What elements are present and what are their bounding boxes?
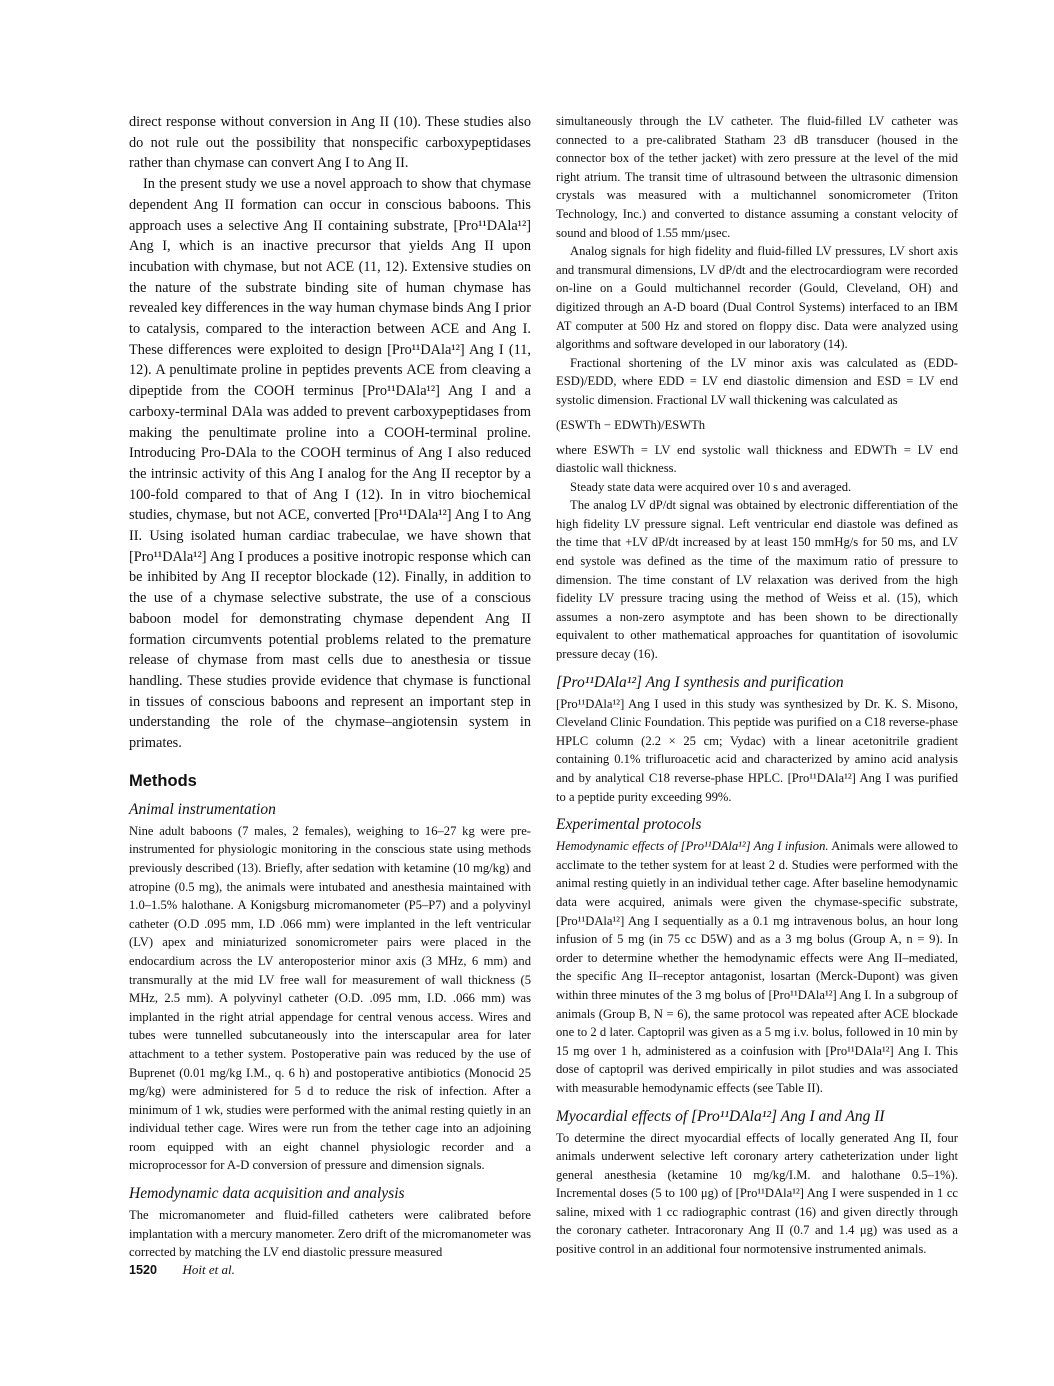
dpdt-paragraph: The analog LV dP/dt signal was obtained by electronic differentiation of the high fidelity LV pressure signal. Left ventricular end diastole was defined as the time that +LV dP/dt increased by at least 150 mmHg/s for 50 ms, and LV end systole was defined as the time of the maximum ratio of pressure to dimension. The time constant of LV relaxation was derived from the high fidelity LV pressure tracing using the method of Weiss et al. (15), which assumes a non-zero asymptote and has been shown to be directionally equivalent to other mathematical approaches for quantitation of isovolumic pressure decay (16). [556, 498, 958, 662]
hemodynamic-acquisition-heading: Hemodynamic data acquisition and analysis [129, 1185, 405, 1203]
intro-continued-paragraph: direct response without conversion in Ang II (10). These studies also do not rule out the possibility that nonspecific carboxypeptidases rather than chymase can convert Ang I to Ang II. [129, 114, 531, 172]
synthesis-paragraph: [Pro¹¹DAla¹²] Ang I used in this study was synthesized by Dr. K. S. Misono, Cleveland Clinic Foundation. This peptide was purified on a C18 reverse-phase HPLC column (2.2 × 25 cm; Vydac) with a linear acetonitrile gradient containing 0.1% trifluroacetic acid and characterized by amino acid analysis and by analytical C18 reverse-phase HPLC. [Pro¹¹DAla¹²] Ang I was purified to a peptide purity exceeding 99%. [556, 696, 958, 804]
intro-section [129, 112, 531, 754]
formula-definition-paragraph: where ESWTh = LV end systolic wall thickness and EDWTh = LV end diastolic wall thickness. [556, 442, 958, 476]
hemodynamic-effects-runin-heading: Hemodynamic effects of [Pro¹¹DAla¹²] Ang I infusion. [556, 839, 829, 854]
synthesis-heading: [Pro¹¹DAla¹²] Ang I synthesis and purification [556, 673, 844, 691]
present-study-paragraph: In the present study we use a novel approach to show that chymase dependent Ang II formation can occur in conscious baboons. This approach uses a selective Ang II containing substrate, [Pro¹¹DAla¹²] Ang I, which is an inactive precursor that yields Ang II upon incubation with chymase, but not ACE (11, 12). Extensive studies on the nature of the substrate binding site of human chymase has revealed key differences in the way human chymase binds Ang I prior to catalysis, compared to the interaction between ACE and Ang I. These differences were exploited to design [Pro¹¹DAla¹²] Ang I (11, 12). A penultimate proline in peptides prevents ACE from cleaving a dipeptide from the COOH terminus [Pro¹¹DAla¹²] Ang I and a carboxy-terminal DAla was added to prevent carboxypeptidases from making the penultimate proline into a COOH-terminal proline. Introducing Pro-DAla to the COOH terminus of Ang I also reduced the intrinsic activity of this Ang I analog for the Ang II receptor by a 100-fold compared to that of Ang I (12). In in vitro biochemical studies, chymase, but not ACE, converted [Pro¹¹DAla¹²] Ang I to Ang II. Using isolated human cardiac trabeculae, we have shown that [Pro¹¹DAla¹²] Ang I produces a positive inotropic response which can be inhibited by Ang II receptor blockade (12). Finally, in addition to the use of a chymase selective substrate, the use of a conscious baboon model for demonstrating chymase dependent Ang II formation circumvents potential problems related to the premature release of chymase from mast cells due to anesthesia or tissue handling. These studies provide evidence that chymase is functional in tissues of conscious baboons and represent an important step in understanding the role of the chymase–angiotensin system in primates. [129, 176, 531, 752]
continuation-paragraph: simultaneously through the LV catheter. The fluid-filled LV catheter was connected to a pre-calibrated Statham 23 dB transducer (housed in the connector box of the tether jacket) with zero pressure at the level of the mid right atrium. The transit time of ultrasound between the ultrasonic dimension crystals was measured with a multichannel sonomicrometer (Triton Technology, Inc.) and converted to distance assuming a constant velocity of sound and blood of 1.55 mm/μsec. [556, 114, 958, 240]
left-column [129, 112, 531, 1262]
analog-signals-paragraph: Analog signals for high fidelity and fluid-filled LV pressures, LV short axis and transmural dimensions, LV dP/dt and the electrocardiogram were recorded on-line on a Gould multichannel recorder (Gould, Cleveland, OH) and digitized through an A-D board (Dual Control Systems) interfaced to an IBM AT computer at 500 Hz and stored on floppy disc. Data were analyzed using algorithms and software developed in our laboratory (14). [556, 244, 958, 352]
experimental-protocols-paragraph [556, 837, 958, 1097]
animal-instrumentation-heading: Animal instrumentation [129, 800, 276, 818]
animal-instrumentation-paragraph: Nine adult baboons (7 males, 2 females), weighing to 16–27 kg were pre-instrumented for physiologic monitoring in the conscious state using methods previously described (13). Briefly, after sedation with ketamine (10 mg/kg) and atropine (0.5 mg), the animals were intubated and anesthesia maintained with 1.0–1.5% halothane. A Konigsburg micromanometer (P5–P7) and a polyvinyl catheter (O.D .095 mm, I.D .066 mm) were implanted in the left ventricular (LV) apex and miniaturized sonomicrometer pairs were placed in the endocardium across the LV anteroposterior minor axis (3 MHz, 6 mm) and transmurally at the mid LV free wall for measurement of wall thickness (5 MHz, 2.5 mm). A polyvinyl catheter (O.D. .095 mm, I.D. .066 mm) was implanted in the right atrial appendage for central venous access. Wires and tubes were tunnelled subcutaneously into the interscapular area for later attachment to a tether system. Postoperative pain was reduced by the use of Buprenet (0.01 mg/kg I.M., q. 6 h) and postoperative antibiotics (Monocid 25 mg/kg) were administered for 5 d to reduce the risk of infection. After a minimum of 1 wk, studies were performed with the animal resting quietly in an individual tether cage. Wires were run from the tether cage into an adjoining room equipped with an eight channel physiologic recorder and a microprocessor for A-D conversion of pressure and dimension signals. [129, 823, 531, 1173]
methods-heading: Methods [129, 771, 197, 790]
myocardial-effects-heading: Myocardial effects of [Pro¹¹DAla¹²] Ang I and Ang II [556, 1107, 885, 1125]
hemodynamic-acquisition-paragraph: The micromanometer and fluid-filled catheters were calibrated before implantation with a mercury manometer. Zero drift of the micromanometer was corrected by matching the LV end diastolic pressure measured [129, 1208, 531, 1260]
experimental-protocols-text: Animals were allowed to acclimate to the tether system for at least 2 d. Studies were performed with the animal resting quietly in an individual tether cage. After baseline hemodynamic data were acquired, animals were given the chymase-specific substrate, [Pro¹¹DAla¹²] Ang I sequentially as a 0.1 mg intravenous bolus, an hour long infusion of 5 mg (in 75 cc D5W) and as a 3 mg bolus (Group A, n = 9). In order to determine whether the hemodynamic effects were Ang II–mediated, the specific Ang II–receptor antagonist, losartan (Merck-Dupont) was given within three minutes of the 3 mg bolus of [Pro¹¹DAla¹²] Ang I. In a subgroup of animals (Group B, N = 6), the same protocol was repeated after ACE blockade one to 2 d later. Captopril was given as a 5 mg i.v. bolus, followed in 10 min by 15 mg over 1 h, administered as a coinfusion with [Pro¹¹DAla¹²] Ang I. This dose of captopril was derived empirically in pilot studies and was associated with measurable hemodynamic effects (see Table II). [556, 839, 958, 1095]
experimental-protocols-heading: Experimental protocols [556, 816, 702, 834]
running-authors: Hoit et al. [182, 1262, 235, 1277]
fractional-shortening-paragraph: Fractional shortening of the LV minor axis was calculated as (EDD-ESD)/EDD, where EDD = LV end diastolic dimension and ESD = LV end systolic dimension. Fractional LV wall thickening was calculated as [556, 355, 958, 407]
page-number: 1520 [129, 1263, 158, 1277]
myocardial-effects-paragraph: To determine the direct myocardial effects of locally generated Ang II, four animals underwent selective left coronary artery catheterization under light general anesthesia (ketamine 10 mg/kg/I.M. and halothane 0.5–1%). Incremental doses (5 to 100 μg) of [Pro¹¹DAla¹²] Ang I were suspended in 1 cc saline, mixed with 1 cc radiographic contrast (16) and given directly through the coronary catheter. Intracoronary Ang II (0.7 and 1.4 μg) was used as a positive control in an additional four normotensive instrumented animals. [556, 1130, 958, 1257]
wall-thickening-formula: (ESWTh − EDWTh)/ESWTh [556, 417, 706, 432]
steady-state-paragraph: Steady state data were acquired over 10 s and averaged. [570, 479, 852, 494]
right-column [556, 112, 958, 1259]
page-footer [129, 1262, 235, 1278]
